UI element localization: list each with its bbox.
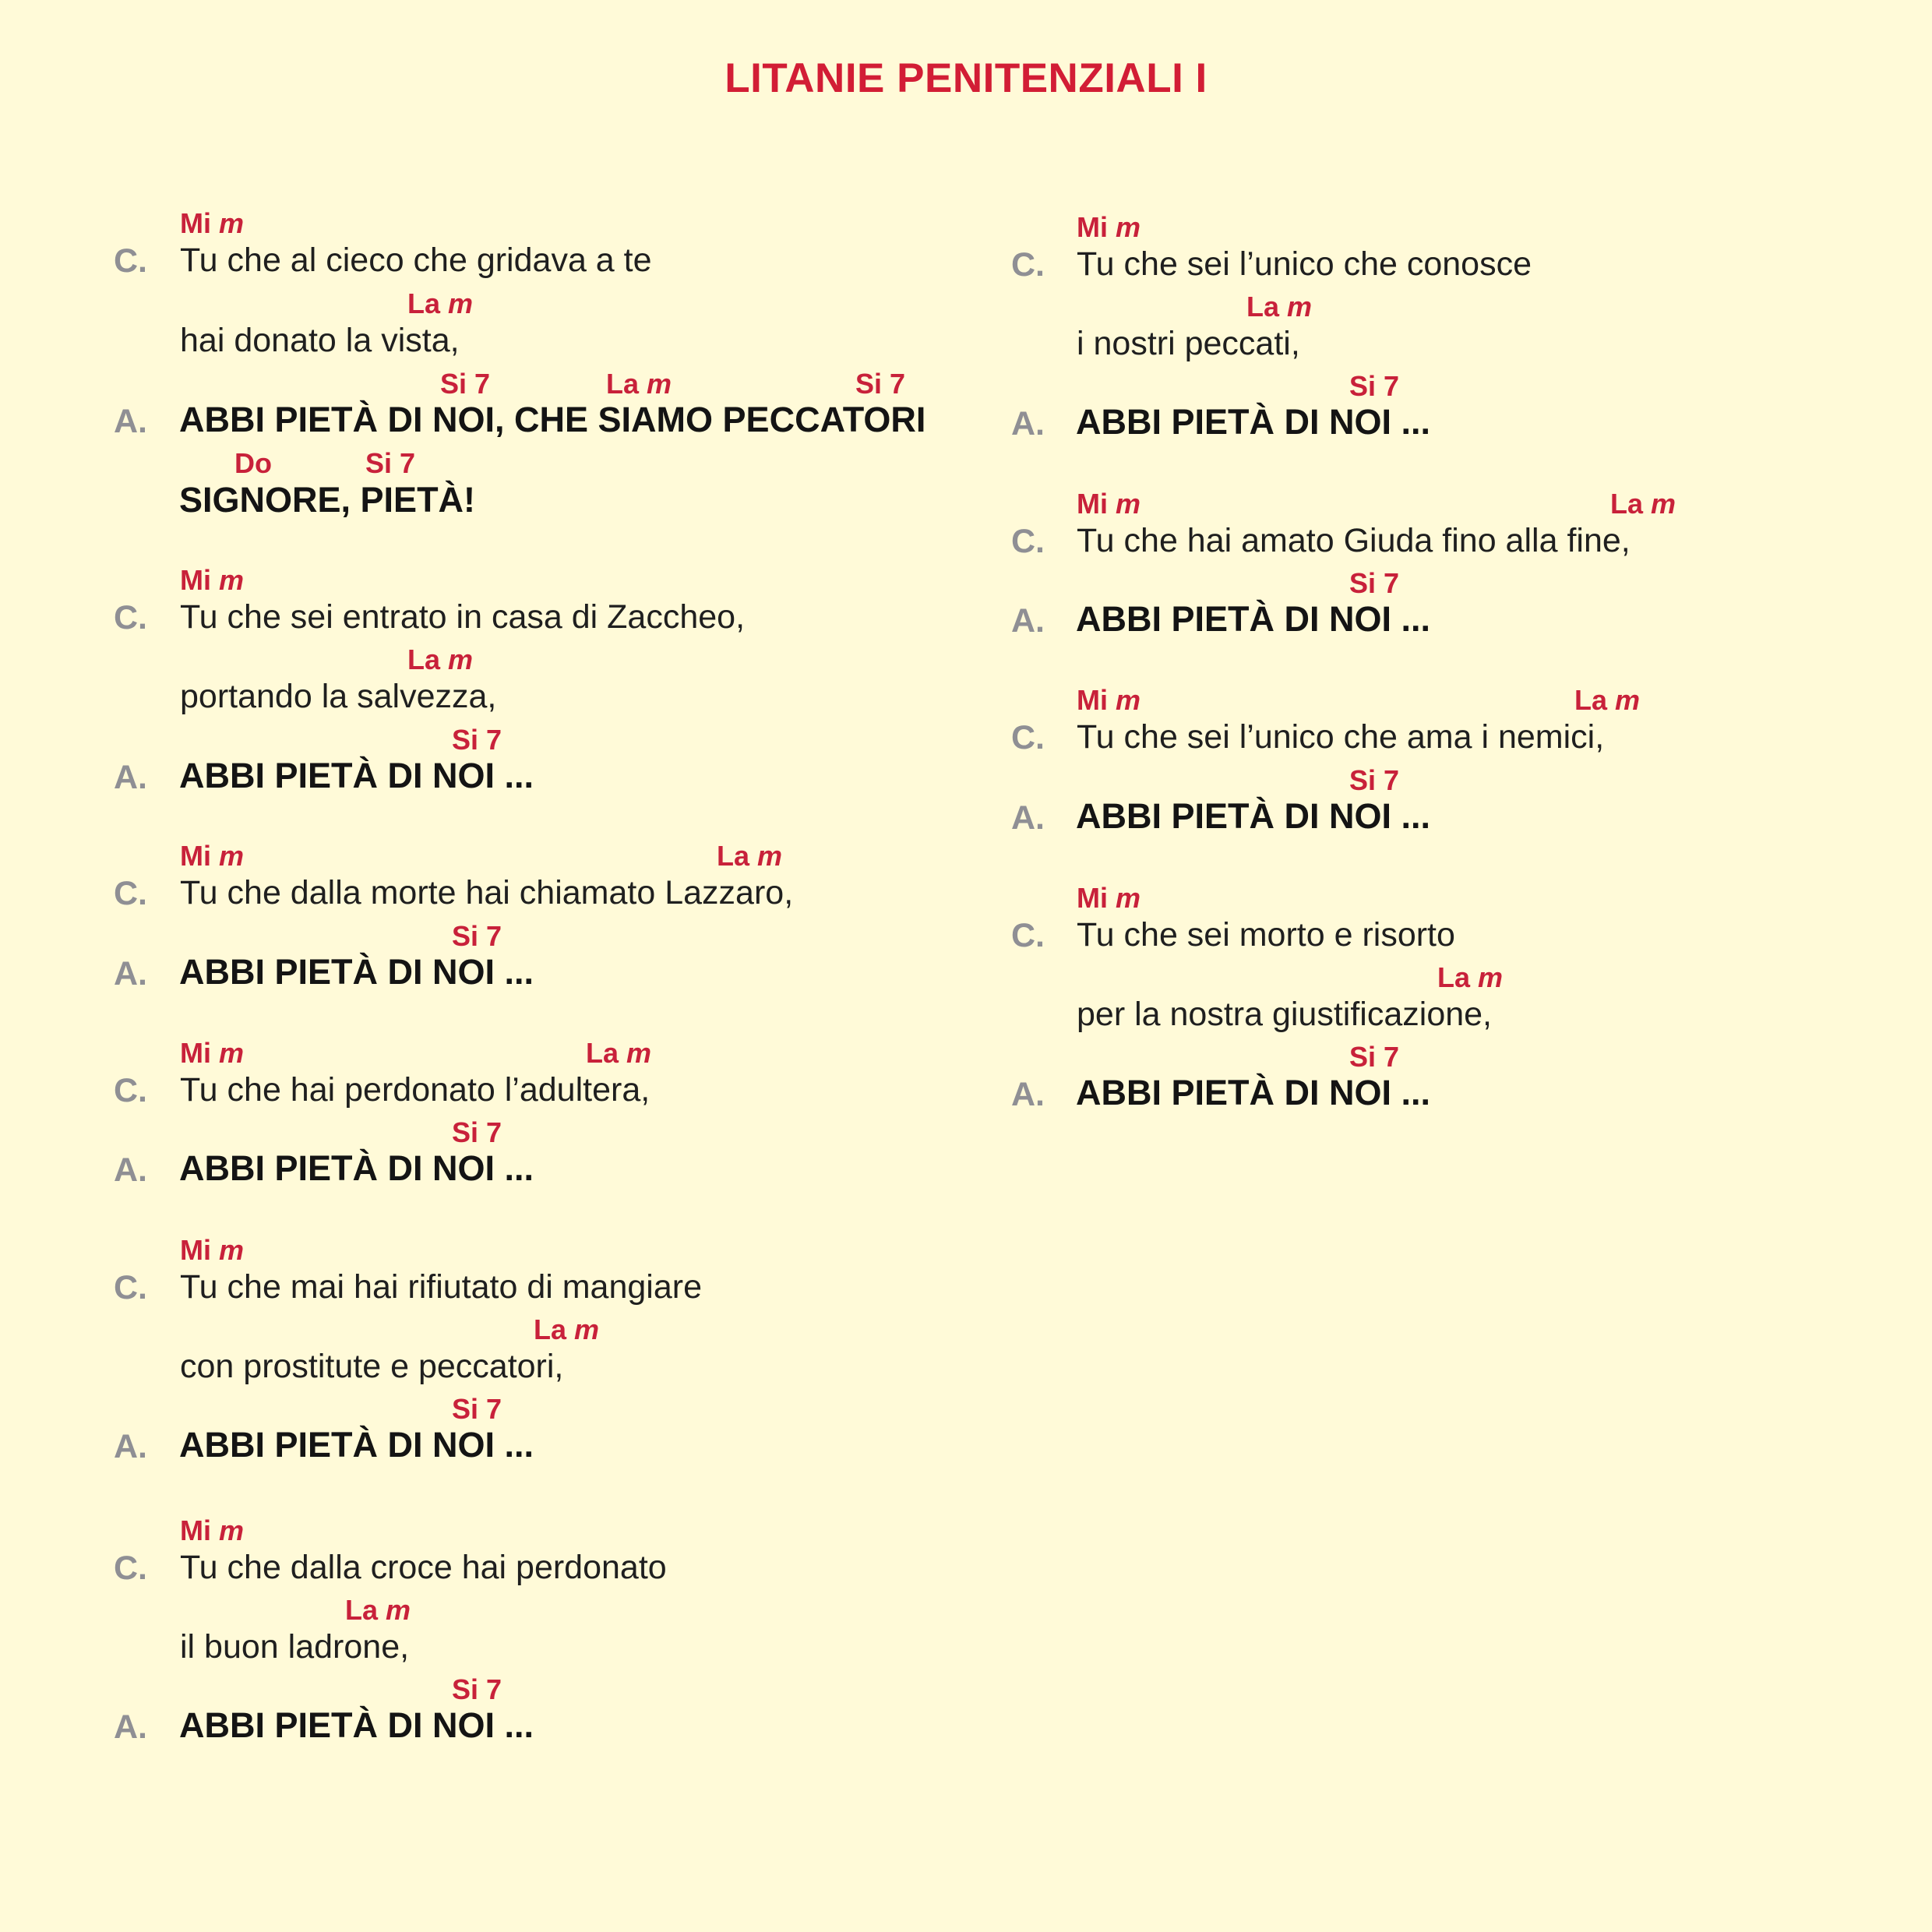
role-cantor: C.	[114, 242, 147, 280]
role-assembly: A.	[1011, 602, 1045, 640]
verse-line: Tu che sei l’unico che conosce	[1077, 245, 1532, 283]
chord-quality: m	[1116, 488, 1141, 520]
chord-si7: Si 7	[1349, 567, 1400, 599]
chord-do: Do	[234, 447, 272, 479]
chord-si7: Si 7	[1349, 370, 1400, 402]
verse-line: con prostitute e peccatori,	[180, 1348, 564, 1385]
role-assembly: A.	[114, 1428, 147, 1465]
chord-si7: Si 7	[452, 1393, 502, 1425]
chord-quality: m	[219, 207, 245, 239]
response-line: ABBI PIETÀ DI NOI ...	[179, 756, 534, 795]
response-line: ABBI PIETÀ DI NOI ...	[1076, 402, 1431, 442]
chord-si7: Si 7	[1349, 1041, 1400, 1073]
verse-line: per la nostra giustificazione,	[1077, 996, 1493, 1033]
chord-root: Mi	[180, 1037, 211, 1069]
response-line: ABBI PIETÀ DI NOI ...	[179, 1705, 534, 1745]
chord-quality: m	[448, 643, 474, 675]
chord-root: La	[407, 287, 441, 319]
chord-mim	[1077, 884, 1141, 912]
chord-root: La	[1246, 291, 1280, 323]
chord-root: Mi	[1077, 882, 1108, 914]
verse-line: il buon ladrone,	[180, 1628, 410, 1666]
role-cantor: C.	[114, 1549, 147, 1587]
chord-root: La	[407, 643, 441, 675]
chord-quality: m	[626, 1037, 652, 1069]
role-cantor: C.	[1011, 523, 1045, 560]
chord-quality: m	[1615, 684, 1641, 716]
chord-root: La	[1437, 961, 1471, 993]
chord-root: Mi	[180, 1234, 211, 1266]
chord-root: La	[606, 368, 640, 400]
chord-root: La	[345, 1594, 379, 1626]
chord-si7: Si 7	[365, 447, 416, 479]
chord-root: La	[717, 840, 750, 872]
chord-root: Mi	[180, 207, 211, 239]
chord-root: Mi	[1077, 684, 1108, 716]
response-line: ABBI PIETÀ DI NOI ...	[1076, 1073, 1431, 1112]
chord-quality: m	[1478, 961, 1504, 993]
chord-si7: Si 7	[452, 724, 502, 756]
response-line: ABBI PIETÀ DI NOI ...	[179, 1148, 534, 1188]
chord-root: Mi	[1077, 488, 1108, 520]
role-cantor: C.	[1011, 719, 1045, 756]
chord-si7: Si 7	[452, 920, 502, 952]
chord-lam	[1610, 490, 1676, 518]
chord-mim	[1077, 213, 1141, 242]
chord-quality: m	[219, 1234, 245, 1266]
chord-quality: m	[386, 1594, 411, 1626]
chord-si7: Si 7	[452, 1116, 502, 1148]
verse-line: Tu che sei entrato in casa di Zaccheo,	[180, 598, 746, 636]
chord-lam	[1437, 961, 1504, 993]
chord-root: La	[534, 1313, 567, 1345]
chord-lam	[1246, 293, 1312, 321]
verse-line: i nostri peccati,	[1077, 325, 1300, 362]
chord-quality: m	[219, 840, 245, 872]
chord-root: Mi	[1077, 211, 1108, 243]
chord-quality: m	[1116, 684, 1141, 716]
chord-mim	[1077, 490, 1141, 518]
verse-line: Tu che al cieco che gridava a te	[180, 242, 652, 279]
chord-quality: m	[1651, 488, 1676, 520]
chord-lam	[1574, 686, 1640, 714]
chord-si7: Si 7	[452, 1673, 502, 1705]
chord-root: La	[1574, 684, 1608, 716]
chord-quality: m	[574, 1313, 600, 1345]
response-line: ABBI PIETÀ DI NOI, CHE SIAMO PECCATORI	[179, 400, 926, 439]
verse-line: Tu che sei l’unico che ama i nemici,	[1077, 718, 1605, 756]
chord-root: Mi	[180, 564, 211, 596]
role-cantor: C.	[114, 599, 147, 636]
role-cantor: C.	[114, 875, 147, 912]
role-assembly: A.	[114, 759, 147, 796]
role-assembly: A.	[114, 955, 147, 992]
chord-mim	[1077, 686, 1141, 714]
chord-quality: m	[219, 564, 245, 596]
verse-line: Tu che hai amato Giuda fino alla fine,	[1077, 522, 1631, 559]
chord-si7: Si 7	[440, 368, 491, 400]
role-assembly: A.	[114, 1708, 147, 1746]
chord-root: Mi	[180, 840, 211, 872]
verse-line: Tu che dalla croce hai perdonato	[180, 1549, 667, 1586]
role-cantor: C.	[1011, 246, 1045, 284]
verse-line: Tu che sei morto e risorto	[1077, 916, 1455, 954]
verse-line: portando la salvezza,	[180, 678, 497, 715]
role-cantor: C.	[1011, 917, 1045, 954]
role-assembly: A.	[114, 403, 147, 440]
role-assembly: A.	[114, 1151, 147, 1189]
verse-line: Tu che hai perdonato l’adultera,	[180, 1071, 650, 1109]
response-line: ABBI PIETÀ DI NOI ...	[179, 1425, 534, 1465]
role-assembly: A.	[1011, 1076, 1045, 1113]
role-cantor: C.	[114, 1072, 147, 1109]
chord-quality: m	[1116, 211, 1141, 243]
chord-quality: m	[757, 840, 783, 872]
chord-quality: m	[1116, 882, 1141, 914]
response-line: SIGNORE, PIETÀ!	[179, 480, 476, 520]
role-assembly: A.	[1011, 405, 1045, 442]
chord-quality: m	[448, 287, 474, 319]
role-cantor: C.	[114, 1269, 147, 1306]
chord-root: La	[1610, 488, 1644, 520]
verse-line: Tu che mai hai rifiutato di mangiare	[180, 1268, 703, 1306]
chord-quality: m	[219, 1037, 245, 1069]
verse-line: hai donato la vista,	[180, 322, 460, 359]
response-line: ABBI PIETÀ DI NOI ...	[179, 952, 534, 992]
response-line: ABBI PIETÀ DI NOI ...	[1076, 796, 1431, 836]
page-title: LITANIE PENITENZIALI I	[724, 55, 1208, 101]
role-assembly: A.	[1011, 799, 1045, 837]
chord-quality: m	[219, 1514, 245, 1546]
chord-si7: Si 7	[1349, 764, 1400, 796]
verse-line: Tu che dalla morte hai chiamato Lazzaro,	[180, 874, 794, 911]
chord-root: La	[586, 1037, 619, 1069]
chord-si7: Si 7	[855, 368, 906, 400]
response-line: ABBI PIETÀ DI NOI ...	[1076, 599, 1431, 639]
chord-quality: m	[647, 368, 672, 400]
chord-quality: m	[1287, 291, 1313, 323]
chord-root: Mi	[180, 1514, 211, 1546]
